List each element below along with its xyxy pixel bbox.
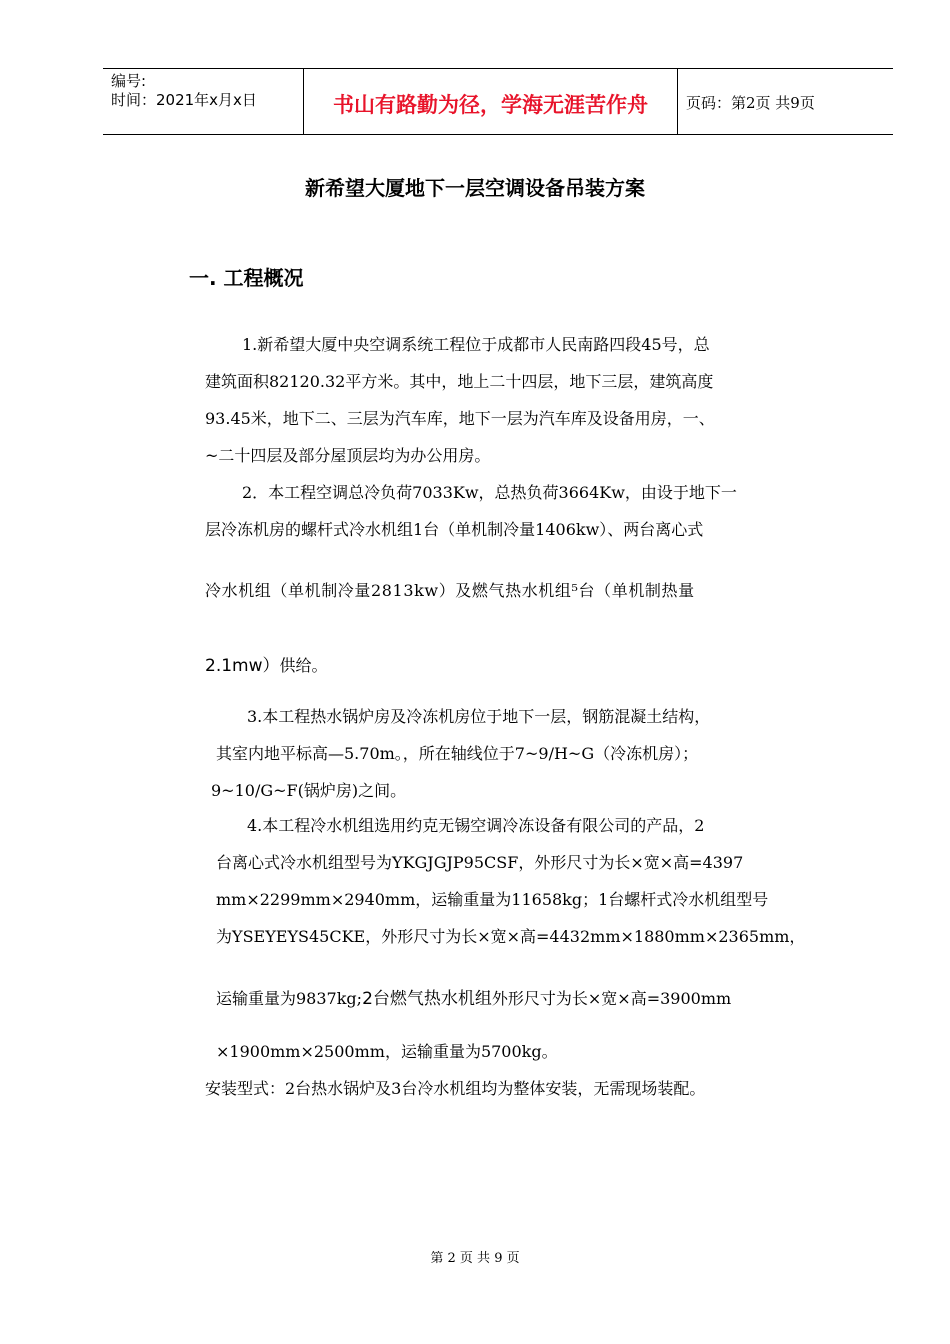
paragraph-line: 4.本工程冷水机组选用约克无锡空调冷冻设备有限公司的产品，2 xyxy=(247,816,705,835)
header-meta xyxy=(103,69,304,134)
paragraph-line: 其室内地平标高—5.70m。，所在轴线位于7~9/H~G（冷冻机房）； xyxy=(216,744,699,763)
paragraph-line: 冷水机组（单机制冷量2813kw）及燃气热水机组⁵台（单机制热量 xyxy=(205,581,695,600)
paragraph-line: 1.新希望大厦中央空调系统工程位于成都市人民南路四段45号，总 xyxy=(242,335,710,354)
paragraph-line: 3.本工程热水锅炉房及冷冻机房位于地下一层，钢筋混凝土结构， xyxy=(247,707,711,726)
heating-capacity-value: 2.1mw） xyxy=(205,656,280,676)
installation-note: 安装型式：2台热水锅炉及3台冷水机组均为整体安装，无需现场装配。 xyxy=(205,1079,706,1098)
header-page-info: 页码：第2页 共9页 xyxy=(686,94,815,112)
gas-boiler-count-text: 2台燃气热水机组 xyxy=(362,989,492,1009)
paragraph-line: ×1900mm×2500mm，运输重量为5700kg。 xyxy=(216,1042,558,1061)
paragraph-line-with-value xyxy=(205,656,328,676)
paragraph-line: ~二十四层及部分屋顶层均为办公用房。 xyxy=(205,446,491,465)
paragraph-line: 9~10/G~F(锅炉房)之间。 xyxy=(211,781,407,800)
page-header xyxy=(103,68,893,135)
paragraph-line-mixed xyxy=(216,989,731,1009)
paragraph-line: 建筑面积82120.32平方米。其中，地上二十四层，地下三层，建筑高度 xyxy=(205,372,714,391)
paragraph-line: 为YSEYEYS45CKE，外形尺寸为长×宽×高=4432mm×1880mm×2365mm， xyxy=(216,927,806,946)
paragraph-line: 2．本工程空调总冷负荷7033Kw，总热负荷3664Kw，由设于地下一 xyxy=(242,483,737,502)
section-heading: 一. 工程概况 xyxy=(189,266,304,290)
header-time-label: 时间：2021年x月x日 xyxy=(111,91,257,109)
paragraph-line: 层冷冻机房的螺杆式冷水机组1台（单机制冷量1406kw）、两台离心式 xyxy=(205,520,704,539)
paragraph-line: mm×2299mm×2940mm，运输重量为11658kg；1台螺杆式冷水机组型号 xyxy=(216,890,769,909)
paragraph-line: 93.45米，地下二、三层为汽车库，地下一层为汽车库及设备用房，一、 xyxy=(205,409,715,428)
document-title: 新希望大厦地下一层空调设备吊装方案 xyxy=(305,176,645,200)
header-number-label: 编号: xyxy=(111,72,147,90)
header-motto: 书山有路勤为径，学海无涯苦作舟 xyxy=(304,69,678,134)
paragraph-line-tail: 供给。 xyxy=(279,656,328,675)
paragraph-line: 台离心式冷水机组型号为YKGJGJP95CSF，外形尺寸为长×宽×高=4397 xyxy=(216,853,744,872)
page-footer: 第 2 页 共 9 页 xyxy=(430,1251,520,1266)
transport-weight-text: 运输重量为9837kg; xyxy=(216,989,363,1008)
dimensions-text: 外形尺寸为长×宽×高=3900mm xyxy=(491,989,732,1008)
